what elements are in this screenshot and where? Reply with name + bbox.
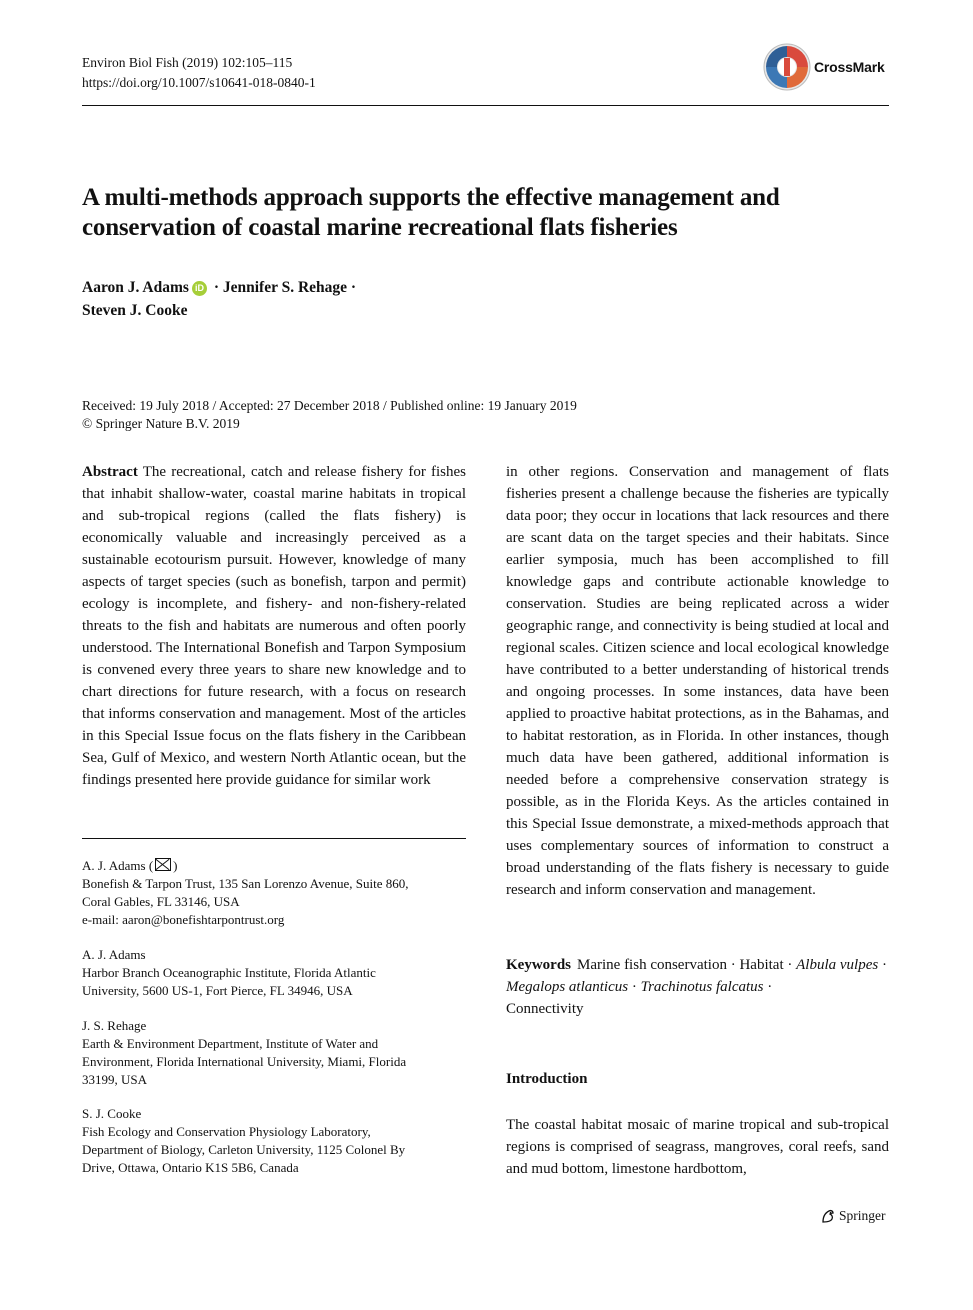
keywords-label: Keywords [506, 957, 571, 973]
affiliation-author: S. J. Cooke [82, 1106, 142, 1121]
author-list [82, 276, 356, 322]
affiliation-line: Environment, Florida International University, Miami, Florida [82, 1054, 407, 1069]
abstract-left-column [82, 461, 466, 791]
affiliation-author: J. S. Rehage [82, 1018, 147, 1033]
author-name[interactable]: Jennifer S. Rehage [222, 279, 348, 296]
keyword-separator: · [726, 957, 740, 973]
affiliation-line: University, 5600 US-1, Fort Pierce, FL 34946, USA [82, 983, 353, 998]
introduction-paragraph: The coastal habitat mosaic of marine tropical and sub-tropical regions is comprised of seagrass, mangroves, coral reefs, sand and mud bottom, limestone hardbottom, [506, 1117, 889, 1177]
affiliation-email[interactable]: e-mail: aaron@bonefishtarpontrust.org [82, 912, 285, 927]
keyword: Marine fish conservation [577, 957, 727, 973]
article-title: A multi-methods approach supports the effective management and conservation of coastal marine recreational flats fisheries [82, 184, 780, 241]
affiliation-line: Bonefish & Tarpon Trust, 135 San Lorenzo Avenue, Suite 860, [82, 876, 409, 891]
abstract-label: Abstract [82, 464, 138, 480]
affiliation-line: Drive, Ottawa, Ontario K1S 5B6, Canada [82, 1160, 299, 1175]
keyword: Connectivity [506, 1001, 584, 1017]
keyword-separator: · [878, 957, 887, 973]
envelope-icon[interactable] [155, 858, 171, 871]
abstract-right-column [506, 461, 889, 901]
abstract-paragraph [82, 461, 466, 791]
affiliation-line: Department of Biology, Carleton University, 1125 Colonel By [82, 1142, 406, 1157]
affiliation-line: Earth & Environment Department, Institute of Water and [82, 1036, 379, 1051]
author-name[interactable]: Aaron J. Adams [82, 279, 189, 296]
keyword: Megalops atlanticus [506, 979, 629, 995]
doi-link[interactable]: https://doi.org/10.1007/s10641-018-0840-1 [82, 75, 316, 90]
publisher-logo [820, 1208, 886, 1224]
copyright-notice: © Springer Nature B.V. 2019 [82, 416, 240, 431]
keyword: Albula vulpes [796, 957, 879, 973]
abstract-text: The recreational, catch and release fishery for fishes that inhabit shallow-water, coastal marine habitats in tropical and sub-tropical regions (called the flats fishery) is economically valuable and increasingly perceived as a sustainable ecotourism pursuit. However, knowledge of many aspects of target species (such as bonefish, tarpon and permit) ecology is incomplete, and fishery- and non-fishery-related threats to the fish and habitats are numerous and often poorly understood. The International Bonefish and Tarpon Symposium is convened every three years to share new knowledge and to chart directions for future research, with a focus on research that informs conservation and management. Most of the articles in this Special Issue focus on the flats fishery in the Caribbean Sea, Gulf of Mexico, and western North Atlantic ocean, but the findings presented here provide guidance for similar work [82, 464, 466, 788]
springer-horse-icon [820, 1208, 836, 1224]
keyword: Trachinotus falcatus [640, 979, 764, 995]
crossmark-badge[interactable] [762, 42, 885, 92]
orcid-icon[interactable]: iD [192, 281, 207, 296]
keyword-separator: · [763, 979, 773, 995]
keyword-separator: · [628, 979, 641, 995]
publication-dates [82, 397, 577, 433]
abstract-continuation: in other regions. Conservation and management of flats fisheries present a challenge because the fisheries are typically data poor; they occur in locations that lack resources and there are scant data on the target species and their habitats. Since earlier symposia, much has been accomplished to fill knowledge gaps and contribute actionable knowledge to conservation. Studies are being replicated across a wider geographic range, and connectivity is being studied at local and regional scales. Citizen science and local ecological knowledge have contributed to a better understanding of historical trends and ongoing processes. In some instances, data have been applied to proactive habitat protections, as in the Bahamas, and to habitat restoration, as in Florida. In other instances, though much data have been gathered, additional information is needed before a comprehensive conservation strategy is possible, as in the Florida Keys. As the articles contained in this Special Issue demonstrate, a mixed-methods approach that uses complementary sources of information to construct a broad understanding of the flats fishery is necessary to guide research and inform conservation and management. [506, 464, 889, 898]
affiliation-line: 33199, USA [82, 1072, 148, 1087]
affiliation-block [82, 857, 466, 929]
journal-citation: Environ Biol Fish (2019) 102:105–115 [82, 55, 293, 70]
introduction-heading: Introduction [506, 1071, 588, 1087]
affiliation-author: A. J. Adams ( ) [82, 858, 178, 873]
author-separator: · [209, 279, 223, 296]
affiliation-rule [82, 838, 466, 839]
crossmark-label: CrossMark [814, 59, 885, 75]
received-accepted-published: Received: 19 July 2018 / Accepted: 27 December 2018 / Published online: 19 January 2019 [82, 398, 577, 413]
keywords-section [506, 954, 889, 1020]
affiliation-author: A. J. Adams [82, 947, 146, 962]
author-separator: · [347, 279, 357, 296]
introduction-body [506, 1114, 889, 1180]
affiliation-block [82, 1017, 466, 1089]
publisher-name: Springer [839, 1208, 886, 1223]
author-name[interactable]: Steven J. Cooke [82, 302, 188, 319]
affiliation-line: Fish Ecology and Conservation Physiology Laboratory, [82, 1124, 371, 1139]
keyword-separator: · [783, 957, 797, 973]
affiliation-line: Coral Gables, FL 33146, USA [82, 894, 240, 909]
affiliation-line: Harbor Branch Oceanographic Institute, Florida Atlantic [82, 965, 376, 980]
affiliation-block [82, 1105, 466, 1177]
header-rule [82, 105, 889, 106]
keyword: Habitat [739, 957, 784, 973]
affiliation-block [82, 946, 466, 1000]
crossmark-icon [762, 42, 812, 92]
